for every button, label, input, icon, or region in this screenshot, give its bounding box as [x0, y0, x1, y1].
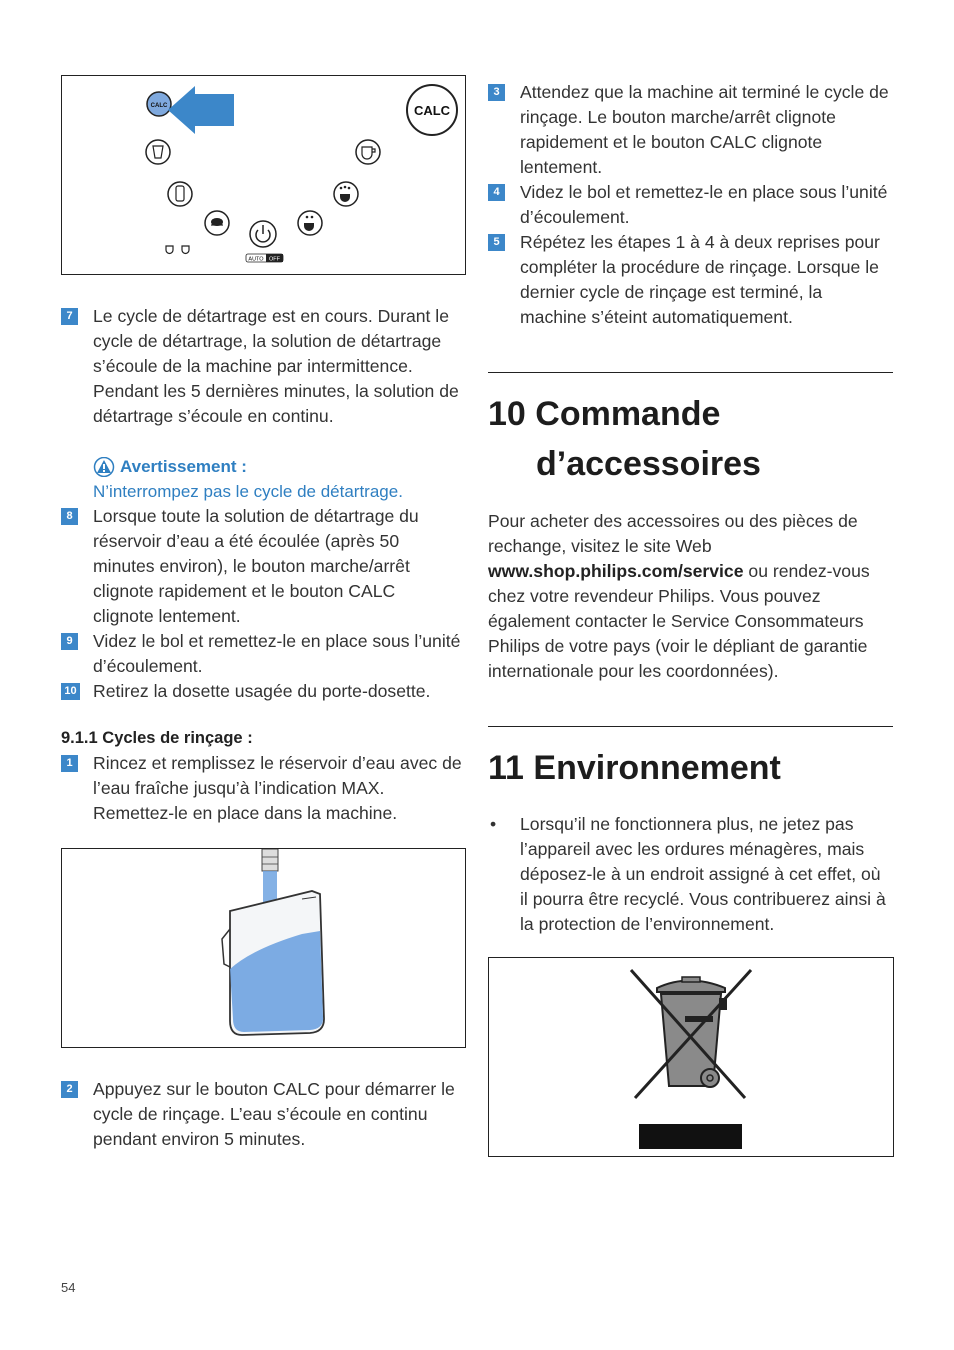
two-cups-icon [166, 246, 189, 254]
cup-button-icon [356, 140, 380, 164]
section-11-heading: 11 Environnement [488, 749, 781, 787]
control-panel-svg [62, 76, 465, 274]
step-number-badge: 2 [61, 1081, 78, 1098]
step-number-badge: 5 [488, 234, 505, 251]
bullet-text: Lorsqu’il ne fonctionnera plus, ne jetez pas l’appareil avec les ordures ménagères, mais déposez-le à un endroit assigné à cet effet, où il pourra être recyclé. Vous contribuerez ainsi à la protection de l’environnement. [520, 814, 886, 934]
svg-text:OFF: OFF [269, 256, 280, 263]
crossed-bin-svg [489, 958, 893, 1156]
step-text: Répétez les étapes 1 à 4 à deux reprises pour compléter la procédure de rinçage. Lorsque le dernier cycle de rinçage est terminé, la machine s’éteint automatiquement. [520, 232, 880, 327]
arrow-left-icon [168, 86, 234, 134]
step-10 [61, 679, 466, 704]
tall-cup-button-icon [146, 140, 170, 164]
shop-link[interactable]: www.shop.philips.com/service [488, 561, 744, 581]
left-column [61, 75, 466, 1152]
water-tank-illustration [61, 848, 466, 1048]
step-number-badge: 9 [61, 633, 78, 650]
crossed-bin-illustration [488, 957, 894, 1157]
step-text: Retirez la dosette usagée du porte-dosette. [93, 681, 431, 701]
bullet-mark: • [490, 814, 497, 834]
step-number-badge: 1 [61, 755, 78, 772]
rinse-step-2 [61, 1077, 466, 1152]
step-text: Le cycle de détartrage est en cours. Durant le cycle de détartrage, la solution de détartrage s’écoule de la machine par intermittence. Pendant les 5 dernières minutes, la solution de détartrage s’écoule en continu. [93, 306, 459, 426]
tap-icon [262, 849, 278, 871]
right-column [488, 80, 893, 1157]
rinse-step-4 [488, 180, 893, 230]
step-text: Videz le bol et remettez-le en place sous l’unité d’écoulement. [520, 182, 888, 227]
rinse-step-5 [488, 230, 893, 330]
step-number-badge: 7 [61, 308, 78, 325]
section-11-bullet [488, 812, 893, 937]
step-7 [61, 304, 466, 429]
warning-triangle-icon [93, 457, 115, 477]
control-panel-illustration [61, 75, 466, 275]
svg-text:AUTO: AUTO [248, 256, 264, 263]
bin-underline-bar [639, 1124, 742, 1149]
section-10-heading: 10 Commande d’accessoires [488, 395, 761, 483]
calc-big-label: CALC [413, 103, 451, 118]
section-10-paragraph: Pour acheter des accessoires ou des pièces de rechange, visitez le site Web www.shop.philips.com/service ou rendez-vous chez votre revendeur Philips. Vous pouvez également contacter le Service Consommateurs Philips de votre pays (voir le dépliant de garantie internationale pour les coordonnées). [488, 511, 870, 681]
step-number-badge: 8 [61, 508, 78, 525]
step-text: Attendez que la machine ait terminé le cycle de rinçage. Le bouton marche/arrêt clignote rapidement et le bouton CALC clignote lentement. [520, 82, 889, 177]
warning-title: Avertissement : [93, 454, 466, 479]
warning-block [93, 454, 466, 504]
step-number-badge: 3 [488, 84, 505, 101]
step-number-badge: 10 [61, 683, 80, 700]
step-8 [61, 504, 466, 629]
page-number: 54 [61, 1280, 76, 1295]
step-text: Appuyez sur le bouton CALC pour démarrer le cycle de rinçage. L’eau s’écoule en continu pendant environ 5 minutes. [93, 1079, 455, 1149]
step-9 [61, 629, 466, 679]
rinse-cycles-subheading: 9.1.1 Cycles de rinçage : [61, 729, 253, 747]
step-text: Rincez et remplissez le réservoir d’eau avec de l’eau fraîche jusqu’à l’indication MAX. Remettez-le en place dans la machine. [93, 753, 462, 823]
rinse-step-3 [488, 80, 893, 180]
rinse-step-1 [61, 751, 466, 826]
calc-small-label: CALC [150, 103, 168, 109]
water-tank-svg [62, 849, 465, 1047]
step-text: Lorsque toute la solution de détartrage du réservoir d’eau a été écoulée (après 50 minutes environ), le bouton marche/arrêt clignote rapidement et le bouton CALC clignote lentement. [93, 506, 419, 626]
warning-text: N’interrompez pas le cycle de détartrage. [93, 482, 403, 501]
step-number-badge: 4 [488, 184, 505, 201]
step-text: Videz le bol et remettez-le en place sous l’unité d’écoulement. [93, 631, 461, 676]
